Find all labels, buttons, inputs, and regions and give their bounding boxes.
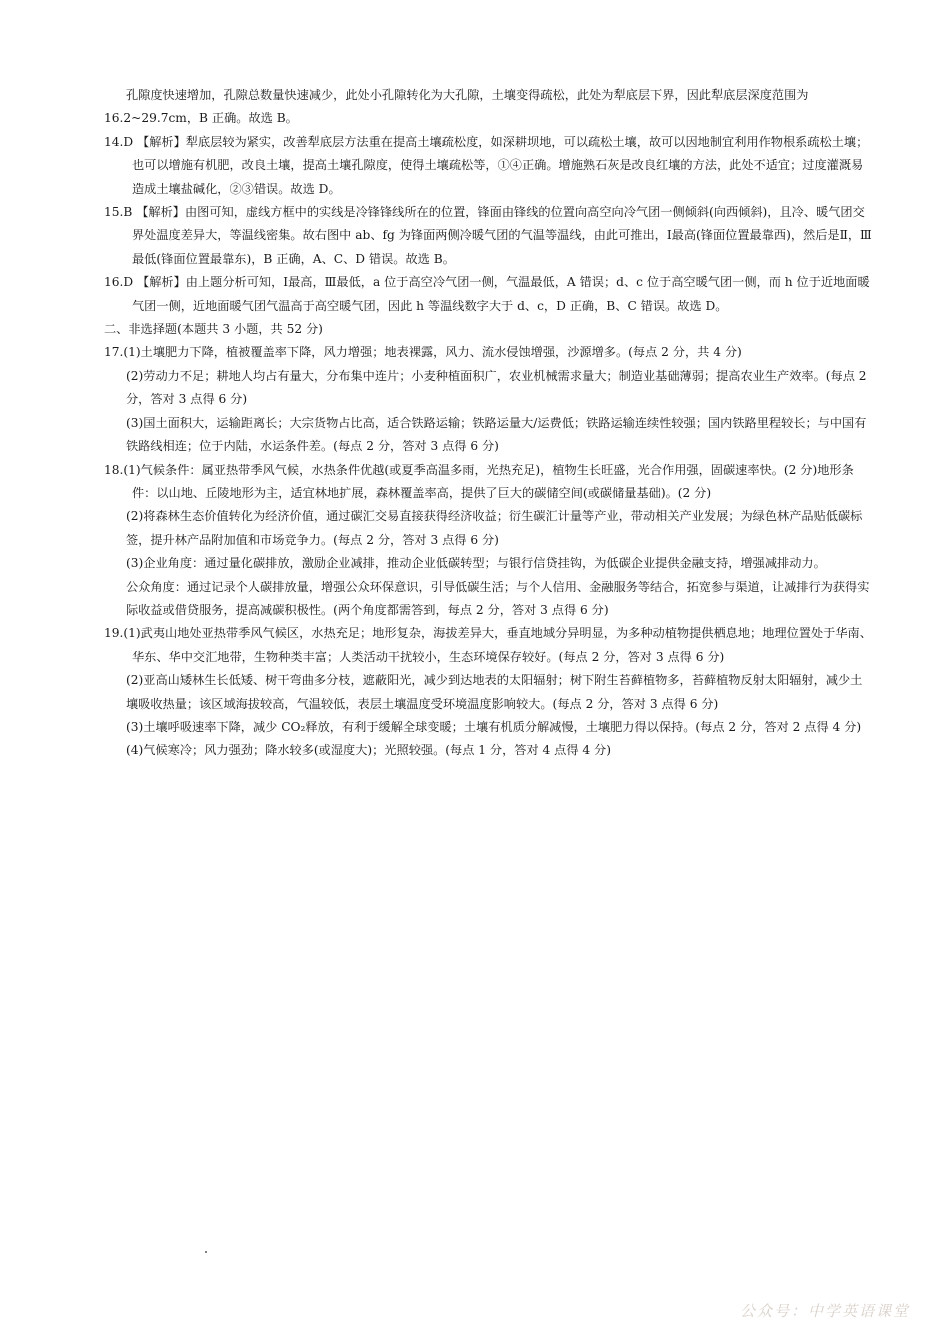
answer-19-1: 19.(1)武夷山地处亚热带季风气候区，水热充足；地形复杂，海拔差异大，垂直地域分异明显，为多种动植物提供栖息地；地理位置处于华南、华东、华中交汇地带，生物种类丰富；人类活动干扰较小，生态环境保存较好。(每点 2 分，答对 3 点得 6 分) [104,626,872,664]
answer-17-2: (2)劳动力不足；耕地人均占有量大，分布集中连片；小麦种植面积广，农业机械需求量大；制造业基础薄弱；提高农业生产效率。(每点 2 分，答对 3 点得 6 分) [126,368,867,407]
watermark: 公众号：中学英语课堂 [739,1302,910,1320]
answer-19-3: (3)土壤呼吸速率下降，减少 CO₂释放，有利于缓解全球变暖；土壤有机质分解减慢，土壤肥力得以保持。(每点 2 分，答对 2 点得 4 分) [126,719,862,734]
stray-dot [205,1251,207,1253]
answer-18-3-enterprise: (3)企业角度：通过量化碳排放，激励企业减排，推动企业低碳转型；与银行信贷挂钩，为低碳企业提供金融支持，增强减排动力。 [126,556,826,571]
answer-17-1: 17.(1)土壤肥力下降，植被覆盖率下降，风力增强；地表裸露，风力、流水侵蚀增强，沙源增多。(每点 2 分，共 4 分) [104,345,742,360]
answer-17-3: (3)国土面积大，运输距离长；大宗货物占比高，适合铁路运输；铁路运量大/运费低；铁路运输连续性较强；国内铁路里程较长；与中国有铁路线相连；位于内陆，水运条件差。(每点 2 分，答对 3 点得 6 分) [126,415,867,454]
answer-19-4: (4)气候寒冷；风力强劲；降水较多(或湿度大)；光照较强。(每点 1 分，答对 4 点得 4 分) [126,743,611,758]
q13-continuation: 孔隙度快速增加，孔隙总数量快速减少，此处小孔隙转化为大孔隙，土壤变得疏松，此处为犁底层下界，因此犁底层深度范围为 16.2~29.7cm，B 正确。故选 B。 [104,88,809,126]
answer-19-2: (2)亚高山矮林生长低矮、树干弯曲多分枝，遮蔽阳光，减少到达地表的太阳辐射；树下附生苔藓植物多，苔藓植物反射太阳辐射，减少土壤吸收热量；该区域海拔较高，气温较低，表层土壤温度受环境温度影响较大。(每点 2 分，答对 3 点得 6 分) [126,673,863,711]
answer-text [104,84,872,763]
answer-14: 14.D 【解析】犁底层较为紧实，改善犁底层方法重在提高土壤疏松度，如深耕坝地，可以疏松土壤，故可以因地制宜利用作物根系疏松土壤；也可以增施有机肥，改良土壤，提高土壤孔隙度，使得土壤疏松等，①④正确。增施熟石灰是改良红壤的方法，此处不适宜；过度灌溉易造成土壤盐碱化，②③错误。故选 D。 [104,134,869,196]
answer-15: 15.B 【解析】由图可知，虚线方框中的实线是冷锋锋线所在的位置，锋面由锋线的位置向高空向冷气团一侧倾斜(向西倾斜)，且冷、暖气团交界处温度差异大，等温线密集。故右图中 ab、fg 为锋面两侧冷暖气团的气温等温线，由此可推出，Ⅰ最高(锋面位置最靠西)，然后是Ⅱ，Ⅲ最低(锋面位置最靠东)，B 正确，A、C、D 错误。故选 B。 [104,205,872,266]
answer-16: 16.D 【解析】由上题分析可知，Ⅰ最高，Ⅲ最低，a 位于高空冷气团一侧，气温最低，A 错误；d、c 位于高空暖气团一侧，而 h 位于近地面暖气团一侧，近地面暖气团气温高于高空暖气团，因此 h 等温线数字大于 d、c，D 正确，B、C 错误。故选 D。 [104,275,870,313]
answer-18-1: 18.(1)气候条件：属亚热带季风气候，水热条件优越(或夏季高温多雨，光热充足)，植物生长旺盛，光合作用强，固碳速率快。(2 分)地形条件：以山地、丘陵地形为主，适宜林地扩展，森林覆盖率高，提供了巨大的碳储空间(或碳储量基础)。(2 分) [104,462,854,500]
answer-18-3-public: 公众角度：通过记录个人碳排放量，增强公众环保意识，引导低碳生活；与个人信用、金融服务等结合，拓宽参与渠道，让减排行为获得实际收益或借贷服务，提高减碳积极性。(两个角度都需答到，每点 2 分，答对 3 点得 6 分) [126,579,870,617]
answer-18-2: (2)将森林生态价值转化为经济价值，通过碳汇交易直接获得经济收益；衍生碳汇计量等产业，带动相关产业发展；为绿色林产品贴低碳标签，提升林产品附加值和市场竞争力。(每点 2 分，答对 3 点得 6 分) [126,509,863,547]
section-heading: 二、非选择题(本题共 3 小题，共 52 分) [104,322,323,337]
